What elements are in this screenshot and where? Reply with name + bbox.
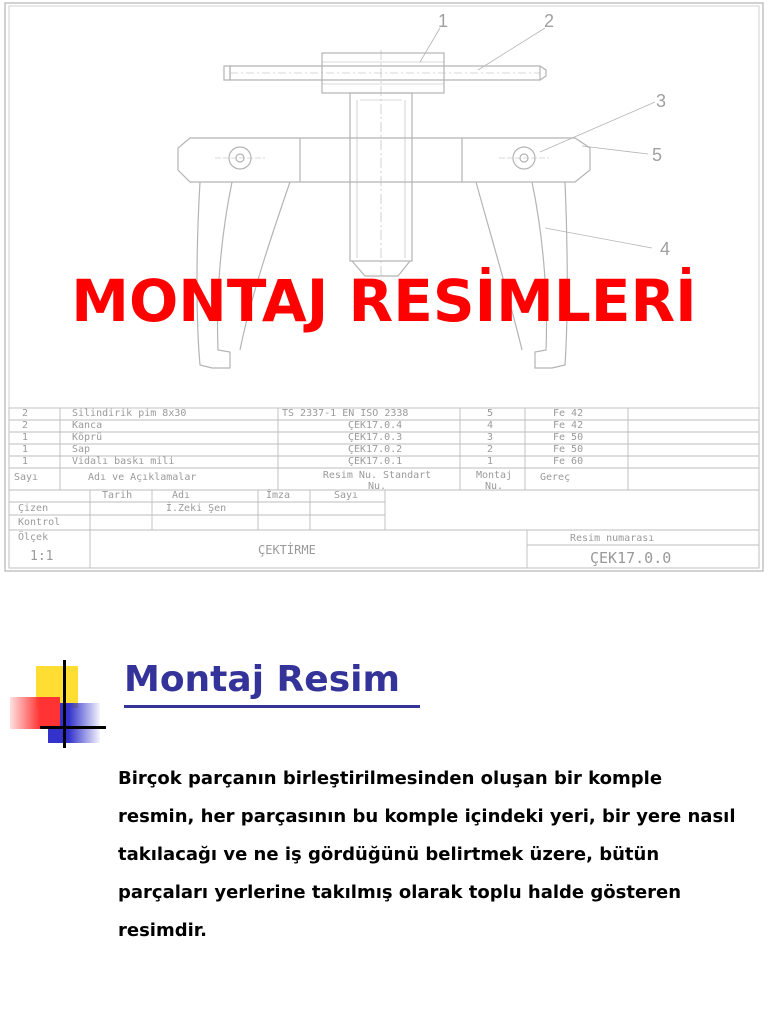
tb-col-name: Adı <box>172 490 191 501</box>
row3-material: Fe 50 <box>553 432 584 443</box>
row2-material: Fe 42 <box>553 420 584 431</box>
row1-standard: TS 2337-1 EN ISO 2338 <box>282 408 409 419</box>
header-standard: Resim Nu. Standart Nu. <box>322 470 432 492</box>
row1-part-no: 5 <box>487 408 494 419</box>
tb-row-checked: Kontrol <box>18 517 61 528</box>
tb-drawing-number-label: Resim numarası <box>570 533 655 544</box>
tb-scale-value: 1:1 <box>30 549 54 564</box>
deco-vertical-line <box>63 660 66 748</box>
row3-qty: 1 <box>22 432 29 443</box>
row1-material: Fe 42 <box>553 408 584 419</box>
row1-name: Silindirik pim 8x30 <box>72 408 187 419</box>
row5-standard: ÇEK17.0.1 <box>348 456 403 467</box>
row2-qty: 2 <box>22 420 29 431</box>
bridge-part <box>178 138 590 182</box>
tb-drawing-number: ÇEK17.0.0 <box>590 549 672 567</box>
row4-part-no: 2 <box>487 444 494 455</box>
row2-name: Kanca <box>72 420 103 431</box>
handle-part <box>224 66 546 80</box>
montaj-resimleri-title: MONTAJ RESİMLERİ <box>71 267 697 335</box>
row4-material: Fe 50 <box>553 444 584 455</box>
heading-underline <box>124 705 420 708</box>
row5-part-no: 1 <box>487 456 494 467</box>
callout-3: 3 <box>656 91 667 111</box>
callout-2: 2 <box>544 11 555 31</box>
deco-red-square <box>10 697 60 729</box>
row3-part-no: 3 <box>487 432 494 443</box>
row3-standard: ÇEK17.0.3 <box>348 432 403 443</box>
tb-col-date: Tarih <box>102 490 133 501</box>
header-name: Adı ve Açıklamalar <box>88 472 197 483</box>
tb-row-drawn: Çizen <box>18 503 49 514</box>
header-qty: Sayı <box>14 472 39 483</box>
row5-material: Fe 60 <box>553 456 584 467</box>
callout-1: 1 <box>438 11 449 31</box>
spindle-part <box>350 50 412 290</box>
row4-name: Sap <box>72 444 91 455</box>
callout-4: 4 <box>660 239 671 259</box>
header-material: Gereç <box>540 472 571 483</box>
tb-col-signature: İmza <box>266 490 291 501</box>
tb-scale-label: Ölçek <box>18 532 49 543</box>
callout-5: 5 <box>652 145 663 165</box>
row5-name: Vidalı baskı mili <box>72 456 175 467</box>
section-heading: Montaj Resim <box>124 659 400 700</box>
row5-qty: 1 <box>22 456 29 467</box>
tb-col-count: Sayı <box>334 490 359 501</box>
row2-part-no: 4 <box>487 420 494 431</box>
row3-name: Köprü <box>72 432 103 443</box>
section-paragraph: Birçok parçanın birleştirilmesinden oluşan bir komple resmin, her parçasının bu komple içindeki yeri, bir yere nasıl takılacağı ve ne iş gördüğünü belirtmek üzere, bütün parçaları yerlerine takılmış olarak toplu halde gösteren resimdir. <box>118 768 736 941</box>
tb-drawn-by: İ.Zeki Şen <box>166 503 227 514</box>
header-part-no: Montaj Nu. <box>475 470 513 492</box>
row1-qty: 2 <box>22 408 29 419</box>
row2-standard: ÇEK17.0.4 <box>348 420 403 431</box>
deco-horizontal-line <box>40 726 106 729</box>
row4-standard: ÇEK17.0.2 <box>348 444 403 455</box>
row4-qty: 1 <box>22 444 29 455</box>
tb-drawing-title: ÇEKTİRME <box>258 543 316 557</box>
